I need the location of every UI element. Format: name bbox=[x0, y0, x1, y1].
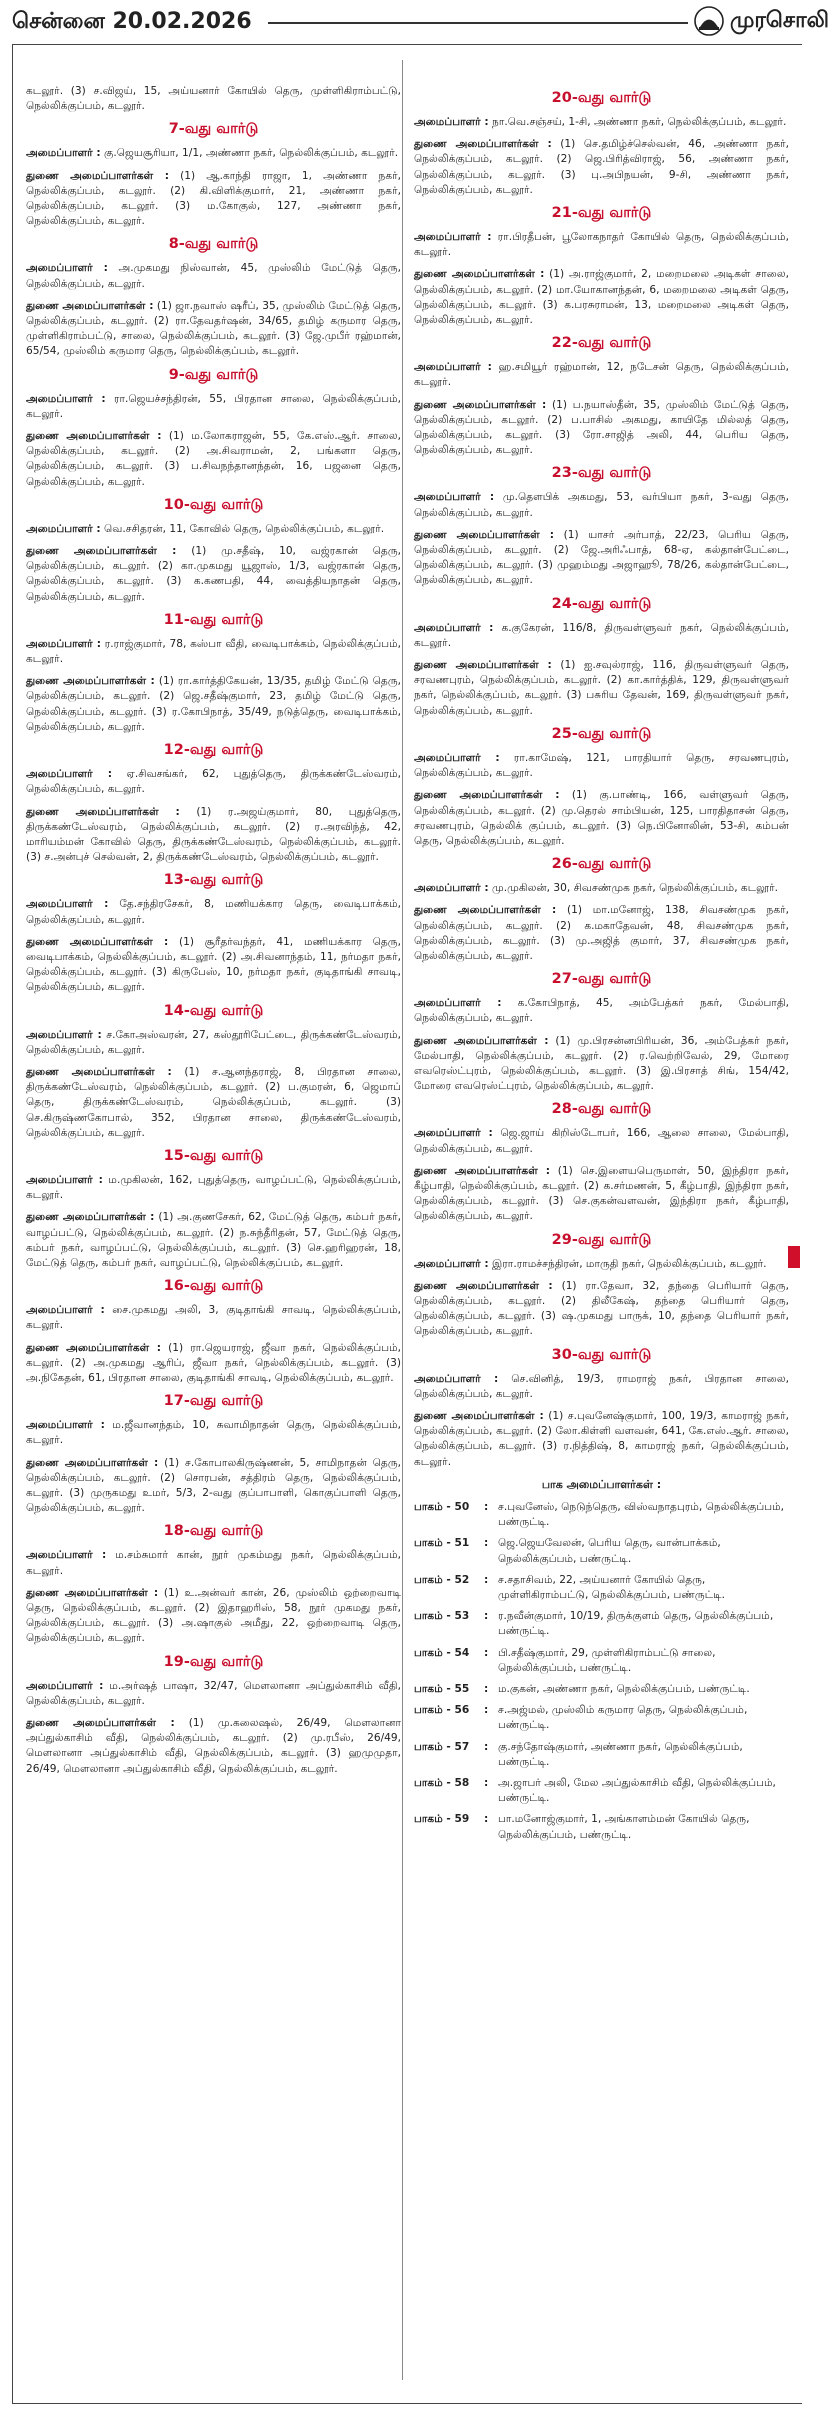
newspaper-name: முரசொலி bbox=[730, 8, 829, 33]
ward-block bbox=[26, 1003, 401, 1141]
organizer-label: அமைப்பாளர் : bbox=[414, 491, 495, 504]
organizer-label: அமைப்பாளர் : bbox=[414, 621, 494, 634]
deputies-label: துணை அமைப்பாளர்கள் : bbox=[414, 1279, 553, 1292]
organizer-details: கு.ஜெயசூரியா, 1/1, அண்ணா நகர், நெல்லிக்குப்பம், கடலூர். bbox=[104, 147, 399, 160]
ward-organizer bbox=[26, 261, 401, 291]
deputies-label: துணை அமைப்பாளர்கள் : bbox=[26, 805, 180, 818]
organizer-label: அமைப்பாளர் : bbox=[26, 522, 101, 535]
ward-block bbox=[26, 1148, 401, 1271]
booth-number: பாகம் - 54 bbox=[414, 1646, 470, 1659]
organizer-details: மு.முகிலன், 30, சிவசண்முக நகர், நெல்லிக்குப்பம், கடலூர். bbox=[492, 882, 779, 895]
masthead-rule bbox=[268, 22, 688, 24]
lead-paragraph: கடலூர். (3) ச.விஜய், 15, அய்யனார் கோயில் தெரு, முள்ளிகிராம்பட்டு, நெல்லிக்குப்பம், கடலூர். bbox=[26, 85, 401, 113]
ward-title: 22-வது வார்டு bbox=[551, 335, 652, 352]
ward-title: 16-வது வார்டு bbox=[163, 1278, 264, 1295]
deputies-label: துணை அமைப்பாளர்கள் : bbox=[26, 675, 155, 688]
organizer-label: அமைப்பாளர் : bbox=[26, 1419, 105, 1432]
ward-title: 13-வது வார்டு bbox=[163, 872, 264, 889]
rising-sun-logo-icon bbox=[694, 6, 724, 36]
organizer-label: அமைப்பாளர் : bbox=[26, 147, 101, 160]
ward-block bbox=[26, 1278, 401, 1386]
deputies-details: (1) கு.பாண்டி, 166, வள்ளுவர் தெரு, நெல்லிக்குப்பம், கடலூர். (2) மு.தெரல் சாம்பியன், 125, பாரதிதாசன் தெரு, சரவணபுரம், நெல்லிக் குப்பம், கடலூர். (3) நெ.பினோலின், 53-சி, கம்பன் தெரு, நெல்லிக்குப்பம், கடலூர். bbox=[414, 789, 790, 847]
organizer-details: ர.ராஜ்குமார், 78, கஸ்பா வீதி, வைடிபாக்கம், நெல்லிக்குப்பம், கடலூர். bbox=[26, 637, 401, 666]
organizer-details: செ.வினித், 19/3, ராமராஜ் நகர், பிரதான சாலை, நெல்லிக்குப்பம், கடலூர். bbox=[414, 1372, 789, 1400]
booth-number: பாகம் - 52 bbox=[414, 1573, 470, 1586]
booth-organizer: பி.சதீஷ்குமார், 29, முள்ளிகிராம்பட்டு சாலை, நெல்லிக்குப்பம், பண்ருட்டி. bbox=[498, 1646, 716, 1674]
booth-list bbox=[414, 1500, 789, 1843]
organizer-details: ச.கோஅஸ்வரன், 27, கஸ்தூரிபேட்டை, திருக்கண்டேஸ்வரம், நெல்லிக்குப்பம், கடலூர். bbox=[26, 1028, 401, 1056]
ward-title: 14-வது வார்டு bbox=[163, 1002, 264, 1019]
deputies-label: துணை அமைப்பாளர்கள் : bbox=[414, 1164, 551, 1177]
deputies-label: துணை அமைப்பாளர்கள் : bbox=[414, 659, 552, 672]
ward-block bbox=[26, 236, 401, 359]
organizer-label: அமைப்பாளர் : bbox=[26, 1549, 107, 1562]
ward-deputies bbox=[414, 1409, 789, 1470]
ward-title: 21-வது வார்டு bbox=[551, 205, 652, 222]
ward-deputies bbox=[26, 1341, 401, 1387]
organizer-details: இரா.ராமச்சந்திரன், மாருதி நகர், நெல்லிக்குப்பம், கடலூர். bbox=[492, 1257, 767, 1270]
organizer-details: ம.சம்சுமார் கான், நூர் முகம்மது நகர், நெல்லிக்குப்பம், கடலூர். bbox=[26, 1549, 401, 1577]
booth-organizer: ச.சதாசிவம், 22, அய்யனார் கோயில் தெரு, முள்ளிகிராம்பட்டு, நெல்லிக்குப்பம், பண்ருட்டி. bbox=[498, 1573, 725, 1602]
deputies-details: (1) செ.இளையபெருமாள், 50, இந்திரா நகர், கீழ்பாதி, நெல்லிக்குப்பம், கடலூர். (2) க.சர்மணன், 5, கீழ்பாதி, இந்திரா நகர், நெல்லிக்குப்பம், கடலூர். (3) செ.குகன்வளவன், இந்திரா நகர், கீழ்பாதி, நெல்லிக்குப்பம், கடலூர். bbox=[414, 1164, 789, 1223]
booth-organizer: கு.சந்தோஷ்குமார், அண்ணா நகர், நெல்லிக்குப்பம், பண்ருட்டி. bbox=[498, 1740, 743, 1768]
organizer-details: க.குகேரன், 116/8, திருவள்ளுவர் நகர், நெல்லிக்குப்பம், கடலூர். bbox=[414, 621, 789, 649]
ward-deputies bbox=[26, 1065, 401, 1141]
ward-organizer bbox=[414, 360, 789, 390]
organizer-label: அமைப்பாளர் : bbox=[26, 1173, 103, 1186]
ward-organizer bbox=[414, 230, 789, 260]
ward-organizer bbox=[26, 146, 401, 161]
ward-block bbox=[414, 971, 789, 1094]
booth-number: பாகம் - 57 bbox=[414, 1740, 470, 1753]
deputies-label: துணை அமைப்பாளர்கள் : bbox=[414, 138, 552, 151]
ward-deputies bbox=[414, 398, 789, 459]
organizer-details: தே.சந்திரசேகர், 8, மணியக்கார தெரு, வைடிபாக்கம், நெல்லிக்குப்பம், கடலூர். bbox=[26, 898, 401, 926]
booth-separator: : bbox=[484, 1573, 489, 1586]
deputies-label: துணை அமைப்பாளர்கள் : bbox=[414, 528, 554, 541]
deputies-label: துணை அமைப்பாளர்கள் : bbox=[26, 935, 169, 948]
ward-title: 20-வது வார்டு bbox=[551, 90, 652, 106]
ward-organizer bbox=[414, 881, 789, 896]
deputies-details: (1) ரா.கார்த்திகேயன், 13/35, தமிழ் மேட்டு தெரு, நெல்லிக்குப்பம், கடலூர். (2) ஜெ.சதீஷ்குமார், 23, தமிழ் மேட்டு தெரு, நெல்லிக்குப்பம், கடலூர். (3) ர.கோபிநாத், 35/49, நடுத்தெரு, வைடிபாக்கம், நெல்லிக்குப்பம், கடலூர். bbox=[26, 675, 402, 733]
deputies-label: துணை அமைப்பாளர்கள் : bbox=[26, 1341, 161, 1354]
ward-title: 26-வது வார்டு bbox=[551, 856, 652, 873]
organizer-label: அமைப்பாளர் : bbox=[414, 116, 489, 128]
booth-organizer: ர.நவீன்குமார், 10/19, திருக்குளம் தெரு, நெல்லிக்குப்பம், பண்ருட்டி. bbox=[498, 1610, 774, 1638]
ward-block bbox=[414, 90, 789, 198]
ward-organizer bbox=[26, 1418, 401, 1448]
ward-block bbox=[414, 856, 789, 964]
booth-organizer: ச.அஜ்மல், முஸ்லிம் கருமார தெரு, நெல்லிக்குப்பம், பண்ருட்டி. bbox=[498, 1704, 748, 1732]
ward-title: 17-வது வார்டு bbox=[163, 1393, 264, 1410]
deputies-label: துணை அமைப்பாளர்கள் : bbox=[414, 789, 560, 802]
deputies-label: துணை அமைப்பாளர்கள் : bbox=[26, 430, 162, 443]
booth-row bbox=[414, 1500, 789, 1530]
ward-organizer bbox=[26, 767, 401, 797]
ward-deputies bbox=[414, 1034, 789, 1095]
booth-organizer: பா.மனோஜ்குமார், 1, அங்காளம்மன் கோயில் தெரு, நெல்லிக்குப்பம், பண்ருட்டி. bbox=[498, 1813, 750, 1841]
booth-organizer: ஜெ.ஜெயவேலன், பெரிய தெரு, வான்பாக்கம், நெல்லிக்குப்பம், பண்ருட்டி. bbox=[498, 1537, 721, 1565]
deputies-label: துணை அமைப்பாளர்கள் : bbox=[26, 1586, 159, 1599]
ward-deputies bbox=[26, 429, 401, 490]
deputies-details: (1) அ.குணசேகர், 62, மேட்டுத் தெரு, கம்பர் நகர், வாழப்பட்டு, நெல்லிக்குப்பம், கடலூர். (2) ந.சுந்தீரிதன், 57, மேட்டுத் தெரு, கம்பர் நகர், வாழப்பட்டு, நெல்லிக்குப்பம், கடலூர். (3) செ.ஹரிஹரன், 18, மேட்டுத் தெரு, கம்பர் நகர், வாழப்பட்டு, நெல்லிக்குப்பம், கடலூர். bbox=[26, 1211, 401, 1269]
ward-organizer bbox=[414, 751, 789, 781]
ward-deputies bbox=[26, 674, 401, 735]
organizer-label: அமைப்பாளர் : bbox=[414, 1127, 493, 1140]
deputies-label: துணை அமைப்பாளர்கள் : bbox=[414, 398, 547, 411]
booth-row bbox=[414, 1646, 789, 1676]
ward-organizer bbox=[414, 115, 789, 130]
booth-number: பாகம் - 59 bbox=[414, 1813, 470, 1826]
ward-deputies bbox=[414, 788, 789, 849]
ward-deputies bbox=[414, 1279, 789, 1340]
booth-row bbox=[414, 1703, 789, 1733]
ward-block bbox=[414, 335, 789, 458]
ward-block bbox=[26, 497, 401, 605]
ward-organizer bbox=[414, 1372, 789, 1402]
deputies-details: (1) யாசர் அர்பாத், 22/23, பெரிய தெரு, நெல்லிக்குப்பம், கடலூர். (2) ஜே.அரிஃபாத், 68-ஏ, கல்தான்பேட்டை, நெல்லிக்குப்பம், கடலூர். (3) முஹம்மது அஜாஹூ, 78/26, கல்தான்பேட்டை, நெல்லிக்குப்பம், கடலூர். bbox=[414, 528, 790, 587]
organizer-label: அமைப்பாளர் : bbox=[26, 392, 106, 405]
ward-block bbox=[26, 612, 401, 735]
booth-separator: : bbox=[484, 1777, 489, 1790]
ward-organizer bbox=[26, 1303, 401, 1333]
organizer-label: அமைப்பாளர் : bbox=[414, 1257, 489, 1270]
ward-title: 25-வது வார்டு bbox=[551, 725, 652, 742]
ward-block bbox=[26, 1393, 401, 1516]
deputies-details: (1) ஐ.சவுல்ராஜ், 116, திருவள்ளுவர் தெரு, சரவணபுரம், நெல்லிக்குப்பம், கடலூர். (2) கா.கார்த்திக், 129, திருவள்ளுவர் நகர், நெல்லிக்குப்பம், கடலூர். (3) பசுரிய தேவன், 169, திருவள்ளுவர் நகர், நெல்லிக்குப்பம், கடலூர். bbox=[414, 659, 789, 717]
ward-deputies bbox=[26, 1716, 401, 1777]
organizer-details: வெ.சசிதரன், 11, கோவில் தெரு, நெல்லிக்குப்பம், கடலூர். bbox=[104, 522, 385, 535]
ward-deputies bbox=[26, 299, 401, 360]
organizer-details: ஹ.சமியூர் ரஹ்மான், 12, நடேசன் தெரு, நெல்லிக்குப்பம், கடலூர். bbox=[414, 361, 789, 389]
ward-organizer bbox=[414, 621, 789, 651]
column-divider bbox=[402, 60, 403, 2380]
deputies-details: (1) மு.சதீஷ், 10, வஜ்ரகான் தெரு, நெல்லிக்குப்பம், கடலூர். (2) கா.முகமது யூஜாஸ், 1/3, வஜ்ரகான் தெரு, நெல்லிக்குப்பம், கடலூர். (3) க.கணபதி, 44, வைத்தியநாதன் தெரு, நெல்லிக்குப்பம், கடலூர். bbox=[26, 545, 402, 603]
booth-number: பாகம் - 51 bbox=[414, 1537, 470, 1550]
organizer-label: அமைப்பாளர் : bbox=[414, 231, 492, 244]
booth-separator: : bbox=[484, 1646, 489, 1659]
deputies-details: (1) அ.ராஜ்குமார், 2, மறைமலை அடிகள் சாலை, நெல்லிக்குப்பம், கடலூர். (2) மா.யோகானந்தன், 6, மறைமலை அடிகள் தெரு, நெல்லிக்குப்பம், கடலூர். (3) க.பரசுராமன், 13, மறைமலை அடிகள் தெரு, நெல்லிக்குப்பம், கடலூர். bbox=[414, 268, 789, 327]
organizer-details: ம.ஜீவானந்தம், 10, சுவாமிநாதன் தெரு, நெல்லிக்குப்பம், கடலூர். bbox=[26, 1419, 401, 1447]
ward-title: 28-வது வார்டு bbox=[551, 1101, 652, 1118]
ward-block bbox=[414, 465, 789, 588]
ward-deputies bbox=[414, 658, 789, 719]
deputies-label: துணை அமைப்பாளர்கள் : bbox=[26, 169, 169, 182]
deputies-details: (1) ஆ.காந்தி ராஜா, 1, அண்ணா நகர், நெல்லிக்குப்பம், கடலூர். (2) கி.விளிக்குமார், 21, அண்ணா நகர், நெல்லிக்குப்பம், கடலூர். (3) ம.கோகுல், 127, அண்ணா நகர், நெல்லிக்குப்பம், கடலூர். bbox=[26, 169, 402, 228]
ward-title: 27-வது வார்டு bbox=[551, 971, 652, 988]
deputies-label: துணை அமைப்பாளர்கள் : bbox=[26, 1717, 175, 1730]
organizer-details: ம.முகிலன், 162, புதுத்தெரு, வாழப்பட்டு, நெல்லிக்குப்பம், கடலூர். bbox=[26, 1173, 401, 1202]
booth-number: பாகம் - 55 bbox=[414, 1683, 470, 1696]
organizer-label: அமைப்பாளர் : bbox=[414, 997, 502, 1010]
ward-title: 30-வது வார்டு bbox=[551, 1346, 652, 1363]
ward-organizer bbox=[26, 522, 401, 537]
organizer-label: அமைப்பாளர் : bbox=[26, 1304, 105, 1317]
ward-block bbox=[414, 205, 789, 328]
ward-deputies bbox=[414, 528, 789, 589]
right-column bbox=[414, 84, 789, 1849]
ward-block bbox=[26, 1523, 401, 1646]
organizer-label: அமைப்பாளர் : bbox=[26, 637, 102, 650]
ward-deputies bbox=[26, 935, 401, 996]
booth-number: பாகம் - 50 bbox=[414, 1501, 470, 1513]
booth-row bbox=[414, 1740, 789, 1770]
ward-organizer bbox=[414, 996, 789, 1026]
organizer-details: ரா.காமேஷ், 121, பாரதியார் தெரு, சரவணபுரம், நெல்லிக்குப்பம், கடலூர். bbox=[414, 751, 789, 780]
right-ward-list bbox=[414, 90, 789, 1470]
ward-organizer bbox=[26, 1028, 401, 1058]
deputies-label: துணை அமைப்பாளர்கள் : bbox=[26, 1456, 159, 1469]
booth-separator: : bbox=[484, 1537, 489, 1550]
deputies-label: துணை அமைப்பாளர்கள் : bbox=[26, 1065, 172, 1078]
ward-block bbox=[26, 367, 401, 490]
ward-block bbox=[26, 872, 401, 995]
booth-separator: : bbox=[484, 1704, 489, 1717]
organizer-details: மு.தௌபிக் அகமது, 53, வர்பியா நகர், 3-வது தெரு, நெல்லிக்குப்பம், கடலூர். bbox=[414, 491, 789, 519]
organizer-label: அமைப்பாளர் : bbox=[26, 768, 112, 781]
booth-row bbox=[414, 1573, 789, 1603]
deputies-label: துணை அமைப்பாளர்கள் : bbox=[26, 1211, 155, 1224]
organizer-details: ம.அர்ஷத் பாஷா, 32/47, மௌலானா அப்துல்காசிம் வீதி, நெல்லிக்குப்பம், கடலூர். bbox=[26, 1679, 401, 1707]
ward-deputies bbox=[26, 1586, 401, 1647]
ward-title: 15-வது வார்டு bbox=[163, 1147, 264, 1164]
organizer-label: அமைப்பாளர் : bbox=[414, 882, 489, 895]
left-column bbox=[26, 84, 401, 1784]
booth-separator: : bbox=[484, 1813, 489, 1826]
ward-organizer bbox=[26, 392, 401, 422]
organizer-label: அமைப்பாளர் : bbox=[26, 898, 109, 911]
ward-title: 12-வது வார்டு bbox=[163, 742, 264, 759]
ward-organizer bbox=[26, 1548, 401, 1578]
deputies-details: (1) ஜா.நவாஸ் ஷரீப், 35, முஸ்லிம் மேட்டுத் தெரு, நெல்லிக்குப்பம், கடலூர். (2) ரா.தேவதர்ஷன், 34/65, தமிழ் கருமார தெரு, முள்ளிகிராம்பட்டு, சாலை, நெல்லிக்குப்பம், கடலூர். (3) ஜே.முபீர் ரஹ்மான், 65/54, முஸ்லிம் கருமார தெரு, நெல்லிக்குப்பம், கடலூர். bbox=[26, 299, 401, 358]
ward-title: 8-வது வார்டு bbox=[168, 236, 259, 253]
ward-block bbox=[26, 1654, 401, 1777]
deputies-details: (1) மு.கலைஷல், 26/49, மௌலானா அப்துல்காசிம் வீதி, நெல்லிக்குப்பம், கடலூர். (2) மு.ரபீஸ், 26/49, மௌலானா அப்துல்காசிம் வீதி, நெல்லிக்குப்பம், கடலூர். (3) ஹமுமுதா, 26/49, மௌலானா அப்துல்காசிம் வீதி, நெல்லிக்குப்பம், கடலூர். bbox=[26, 1717, 402, 1775]
booth-row bbox=[414, 1609, 789, 1639]
organizer-label: அமைப்பாளர் : bbox=[26, 262, 108, 275]
ward-organizer bbox=[26, 897, 401, 927]
organizer-label: அமைப்பாளர் : bbox=[414, 751, 500, 764]
ward-block bbox=[414, 1101, 789, 1224]
organizer-details: ரா.பிரதீபன், பூலோகநாதர் கோயில் தெரு, நெல்லிக்குப்பம், கடலூர். bbox=[414, 231, 789, 259]
left-ward-list bbox=[26, 121, 401, 1776]
deputies-details: (1) சூரீதர்வந்தர், 41, மணியக்கார தெரு, வைடிபாக்கம், நெல்லிக்குப்பம், கடலூர். (2) அ.சிவனாந்தம், 11, நர்மதா நகர், நெல்லிக்குப்பம், கடலூர். (3) கிருபேஸ், 10, நர்மதா நகர், குடிதாங்கி சாவடி, நெல்லிக்குப்பம், கடலூர். bbox=[26, 935, 401, 994]
deputies-details: (1) ரா.ஜெயராஜ், ஜீவா நகர், நெல்லிக்குப்பம், கடலூர். (2) அ.முகமது ஆரிப், ஜீவா நகர், நெல்லிக்குப்பம், கடலூர். (3) அ.நிகேதன், 61, பிரதான சாலை, குடிதாங்கி சாவடி, நெல்லிக்குப்பம், கடலூர். bbox=[26, 1341, 401, 1384]
deputies-details: (1) மு.பிரசன்னபிரியன், 36, அம்பேத்கர் நகர், மேல்பாதி, நெல்லிக்குப்பம், கடலூர். (2) ர.வெற்றிவேல், 29, மோரை எவரெஸ்ட்புரம், நெல்லிக்குப்பம், கடலூர். (3) இ.பிரசாத் சிங், 154/42, மோரை எவரெஸ்ட்புரம், நெல்லிக்குப்பம், கடலூர். bbox=[414, 1034, 789, 1093]
organizer-details: ரா.ஜெயச்சந்திரன், 55, பிரதான சாலை, நெல்லிக்குப்பம், கடலூர். bbox=[26, 392, 401, 420]
organizer-details: ஏ.சிவசங்கர், 62, புதுத்தெரு, திருக்கண்டேஸ்வரம், நெல்லிக்குப்பம், கடலூர். bbox=[26, 768, 401, 796]
deputies-details: (1) ம.லோகராஜன், 55, கே.எஸ்.ஆர். சாலை, நெல்லிக்குப்பம், கடலூர். (2) அ.சிவராமன், 2, பங்களா தெரு, நெல்லிக்குப்பம், கடலூர். (3) ப.சிவநந்தானந்தன், 16, பஜனை தெரு, நெல்லிக்குப்பம், கடலூர். bbox=[26, 430, 401, 488]
booth-row bbox=[414, 1776, 789, 1806]
ward-title: 23-வது வார்டு bbox=[551, 465, 652, 482]
organizer-label: அமைப்பாளர் : bbox=[414, 361, 492, 374]
ward-deputies bbox=[414, 903, 789, 964]
ward-organizer bbox=[414, 1126, 789, 1156]
deputies-details: (1) செ.தமிழ்ச்செல்வன், 46, அண்ணா நகர், நெல்லிக்குப்பம், கடலூர். (2) ஜெ.பிரித்விராஜ், 56, அண்ணா நகர், நெல்லிக்குப்பம், கடலூர். (3) பு.அபிநயன், 9-சி, அண்ணா நகர், நெல்லிக்குப்பம், கடலூர். bbox=[414, 138, 789, 196]
organizer-details: க.கோபிநாத், 45, அம்பேத்கர் நகர், மேல்பாதி, நெல்லிக்குப்பம், கடலூர். bbox=[414, 997, 789, 1025]
booth-number: பாகம் - 56 bbox=[414, 1704, 470, 1717]
deputies-details: (1) ப.நயாஸ்தீன், 35, முஸ்லிம் மேட்டுத் தெரு, நெல்லிக்குப்பம், கடலூர். (2) ப.பாசில் அகமது, காயிதே மில்லத் தெரு, நெல்லிக்குப்பம், கடலூர். (3) ரோ.சாஜித் அலி, 44, பெரிய தெரு, நெல்லிக்குப்பம், கடலூர். bbox=[414, 398, 789, 457]
ward-block bbox=[414, 596, 789, 719]
booth-row bbox=[414, 1536, 789, 1566]
ward-title: 19-வது வார்டு bbox=[163, 1653, 264, 1670]
deputies-details: (1) ர.அஜய்குமார், 80, புதுத்தெரு, திருக்கண்டேஸ்வரம், நெல்லிக்குப்பம், கடலூர். (2) ர.அரவிந்த், 42, மாரியம்மன் கோவில் தெரு, திருக்கண்டேஸ்வரம், நெல்லிக்குப்பம், கடலூர். (3) ச.அன்புச் செல்வன், 2, திருக்கண்டேஸ்வரம், நெல்லிக்குப்பம், கடலூர். bbox=[26, 805, 401, 864]
ward-title: 29-வது வார்டு bbox=[551, 1231, 652, 1248]
deputies-details: (1) ச.புவனேஷ்குமார், 100, 19/3, காமராஜ் நகர், நெல்லிக்குப்பம், கடலூர். (2) லோ.கிள்ளி வளவன், 641, கே.எஸ்.ஆர். சாலை, நெல்லிக்குப்பம், கடலூர். (3) ர.நித்திஷ், 8, காமராஜ் நகர், நெல்லிக்குப்பம், கடலூர். bbox=[414, 1409, 789, 1468]
ward-deputies bbox=[414, 137, 789, 198]
ward-organizer bbox=[414, 490, 789, 520]
booth-row bbox=[414, 1682, 789, 1697]
ward-deputies bbox=[26, 1456, 401, 1517]
booth-number: பாகம் - 58 bbox=[414, 1777, 470, 1790]
ward-organizer bbox=[26, 1679, 401, 1709]
booth-number: பாகம் - 53 bbox=[414, 1610, 470, 1623]
deputies-label: துணை அமைப்பாளர்கள் : bbox=[414, 268, 545, 281]
ward-organizer bbox=[414, 1257, 789, 1272]
ward-block bbox=[414, 1232, 789, 1340]
organizer-details: நா.வெ.சஞ்சய், 1-சி, அண்ணா நகர், நெல்லிக்குப்பம், கடலூர். bbox=[492, 116, 787, 128]
ward-deputies bbox=[414, 267, 789, 328]
organizer-details: அ.முகமது நிஸ்வான், 45, முஸ்லிம் மேட்டுத் தெரு, நெல்லிக்குப்பம், கடலூர். bbox=[26, 262, 401, 290]
ward-title: 7-வது வார்டு bbox=[168, 121, 259, 138]
organizer-details: ஜெ.ஜாய் கிறிஸ்டோபர், 166, ஆலை சாலை, மேல்பாதி, நெல்லிக்குப்பம், கடலூர். bbox=[414, 1127, 789, 1155]
organizer-label: அமைப்பாளர் : bbox=[414, 1372, 499, 1385]
adjacent-column-red-marker bbox=[788, 1246, 800, 1268]
organizer-label: அமைப்பாளர் : bbox=[26, 1679, 104, 1692]
deputies-details: (1) ரா.தேவா, 32, தந்தை பெரியார் தெரு, நெல்லிக்குப்பம், கடலூர். (2) திலீகேஷ், தந்தை பெரியார் தெரு, நெல்லிக்குப்பம், கடலூர். (3) ஷ.முகமது பாருக், 10, தந்தை பெரியார் நகர், நெல்லிக்குப்பம், கடலூர். bbox=[414, 1279, 789, 1338]
deputies-label: துணை அமைப்பாளர்கள் : bbox=[414, 1034, 549, 1047]
ward-deputies bbox=[414, 1164, 789, 1225]
ward-deputies bbox=[26, 1210, 401, 1271]
deputies-details: (1) உ.அன்வர் கான், 26, முஸ்லிம் ஒற்றைவாடி தெரு, நெல்லிக்குப்பம், கடலூர். (2) இதாஹரிஸ், 58, நூர் முகமது நகர், நெல்லிக்குப்பம், கடலூர். (3) அ.ஷாகுல் அமீது, 22, ஒற்றைவாடி தெரு, நெல்லிக்குப்பம், கடலூர். bbox=[26, 1586, 401, 1645]
booth-separator: : bbox=[484, 1610, 489, 1623]
booth-row bbox=[414, 1812, 789, 1842]
ward-deputies bbox=[26, 544, 401, 605]
ward-block bbox=[414, 1347, 789, 1470]
booth-organizer: அ.ஜாபர் அலி, மேல அப்துல்காசிம் வீதி, நெல்லிக்குப்பம், பண்ருட்டி. bbox=[498, 1777, 776, 1805]
ward-title: 11-வது வார்டு bbox=[163, 611, 264, 628]
booth-separator: : bbox=[484, 1683, 489, 1696]
ward-block bbox=[26, 742, 401, 865]
organizer-label: அமைப்பாளர் : bbox=[26, 1028, 102, 1041]
deputies-label: துணை அமைப்பாளர்கள் : bbox=[26, 545, 177, 558]
deputies-label: துணை அமைப்பாளர்கள் : bbox=[414, 904, 557, 917]
booth-section-title: பாக அமைப்பாளர்கள் : bbox=[541, 1477, 662, 1491]
booth-separator: : bbox=[484, 1740, 489, 1753]
deputies-details: (1) ச.ஆனந்தராஜ், 8, பிரதான சாலை, திருக்கண்டேஸ்வரம், நெல்லிக்குப்பம், கடலூர். (2) ப.குமரன், 6, ஜெமாப் தெரு, திருக்கண்டேஸ்வரம், நெல்லிக்குப்பம், கடலூர். (3) செ.கிருஷ்ணகோபால், 352, பிரதான சாலை, திருக்கண்டேஸ்வரம், நெல்லிக்குப்பம், கடலூர். bbox=[26, 1065, 402, 1139]
booth-organizer: ச.புவனேஸ், நெடுந்தெரு, விஸ்வநாதபுரம், நெல்லிக்குப்பம், பண்ருட்டி. bbox=[498, 1501, 784, 1529]
deputies-label: துணை அமைப்பாளர்கள் : bbox=[26, 299, 154, 312]
booth-organizer: ம.குகன், அண்ணா நகர், நெல்லிக்குப்பம், பண்ருட்டி. bbox=[498, 1683, 750, 1696]
ward-block bbox=[414, 726, 789, 849]
edition-date: சென்னை 20.02.2026 bbox=[12, 9, 252, 34]
deputies-details: (1) மா.மனோஜ், 138, சிவசண்முக நகர், நெல்லிக்குப்பம், கடலூர். (2) க.மகாதேவன், 48, சிவசண்முக நகர், நெல்லிக்குப்பம், கடலூர். (3) மு.அஜித் குமார், 37, சிவசண்முக நகர், நெல்லிக்குப்பம், கடலூர். bbox=[414, 904, 790, 962]
ward-deputies bbox=[26, 169, 401, 230]
booth-separator: : bbox=[484, 1501, 489, 1513]
ward-title: 10-வது வார்டு bbox=[163, 496, 264, 513]
ward-title: 9-வது வார்டு bbox=[168, 366, 259, 383]
ward-title: 24-வது வார்டு bbox=[551, 595, 652, 612]
ward-organizer bbox=[26, 637, 401, 667]
deputies-label: துணை அமைப்பாளர்கள் : bbox=[414, 1409, 544, 1422]
ward-organizer bbox=[26, 1173, 401, 1203]
ward-title: 18-வது வார்டு bbox=[163, 1523, 264, 1540]
ward-deputies bbox=[26, 805, 401, 866]
deputies-details: (1) ச.கோபாலகிருஷ்ணன், 5, சாமிநாதன் தெரு, நெல்லிக்குப்பம், கடலூர். (2) சொரபன், சத்திரம் தெரு, நெல்லிக்குப்பம், கடலூர். (3) முருகமது உமர், 5/3, 2-வது குப்பாபாளி, கொகுப்பாளி தெரு, நெல்லிக்குப்பம், கடலூர். bbox=[26, 1456, 401, 1515]
ward-block bbox=[26, 121, 401, 229]
organizer-details: சை.முகமது அலி, 3, குடிதாங்கி சாவடி, நெல்லிக்குப்பம், கடலூர். bbox=[26, 1304, 401, 1332]
